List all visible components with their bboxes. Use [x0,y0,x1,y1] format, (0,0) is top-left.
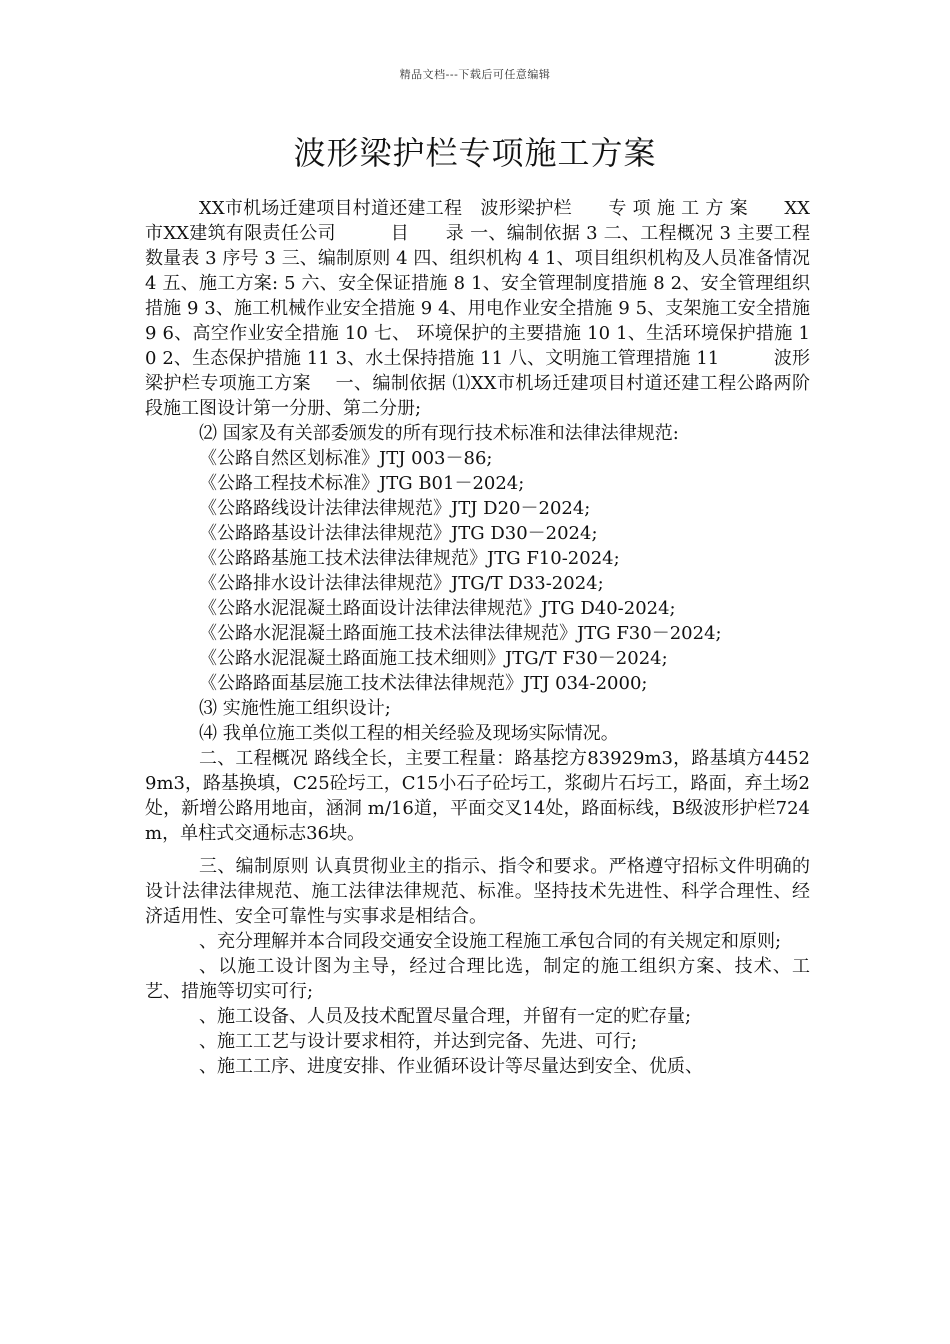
principle-item: 、施工工序、进度安排、作业循环设计等尽量达到安全、优质、 [199,1056,703,1077]
intro-paragraph: XX市机场迁建项目村道还建工程 波形梁护栏 专 项 施 工 方 案 XX市XX建筑有限责任公司 目 录 一、编制依据 3 二、工程概况 3 主要工程数量表 3 序号 3 三、编制原则 4 四、组织机构 4 1、项目组织机构及人员准备情况 4 五、施工方案: 5 六、安全保证措施 8 1、安全管理制度措施 8 2、安全管理组织措施 9 3、施工机械作业安全措施 9 4、用电作业安全措施 9 5、支架施工安全措施 9 6、高空作业安全措施 10 七、 环境保护的主要措施 10 1、生活环境保护措施 10 2、生态保护措施 11 3、水土保持措施 11 八、文明施工管理措施 11 波形梁护栏专项施工方案 一、编制依据 ⑴XX市机场迁建项目村道还建工程公路两阶段施工图设计第一分册、第二分册; [145,198,810,419]
project-overview: 二、工程概况 路线全长，主要工程量：路基挖方83929m3，路基填方44529m3，路基换填，C25砼圬工，C15小石子砼圬工，浆砌片石圬工，路面，弃土场2处，新增公路用地亩，涵洞 m/16道，平面交叉14处，路面标线，B级波形护栏724m，单柱式交通标志36块。 [145,748,810,844]
standard-ref: 《公路路面基层施工技术法律法律规范》JTJ 034-2000; [199,673,648,694]
standard-ref: 《公路工程技术标准》JTG B01－2024; [199,473,525,494]
standard-ref: 《公路路基施工技术法律法律规范》JTG F10-2024; [199,548,620,569]
standard-ref: 《公路路基设计法律法律规范》JTG D30－2024; [199,523,598,544]
principle-item: 、以施工设计图为主导，经过合理比选，制定的施工组织方案、技术、工艺、措施等切实可行; [145,956,810,1002]
standard-ref: 《公路水泥混凝土路面施工技术细则》JTG/T F30－2024; [199,648,668,669]
basis-item-2: ⑵ 国家及有关部委颁发的所有现行技术标准和法律法律规范: [199,423,679,444]
standard-ref: 《公路水泥混凝土路面设计法律法律规范》JTG D40-2024; [199,598,676,619]
basis-item-4: ⑷ 我单位施工类似工程的相关经验及现场实际情况。 [199,723,619,744]
document-body [145,196,810,1079]
principle-item: 、施工工艺与设计要求相符，并达到完备、先进、可行; [199,1031,638,1052]
standard-ref: 《公路排水设计法律法律规范》JTG/T D33-2024; [199,573,604,594]
standard-ref: 《公路自然区划标准》JTJ 003－86; [199,448,493,469]
basis-item-3: ⑶ 实施性施工组织设计; [199,698,391,719]
standard-ref: 《公路路线设计法律法律规范》JTJ D20－2024; [199,498,591,519]
page-header-note: 精品文档---下载后可任意编辑 [399,68,551,81]
compilation-principles: 三、编制原则 认真贯彻业主的指示、指令和要求。严格遵守招标文件明确的设计法律法律规范、施工法律法律规范、标准。坚持技术先进性、科学合理性、经济适用性、安全可靠性与实事求是相结合。 [145,856,810,927]
document-title: 波形梁护栏专项施工方案 [293,134,657,172]
principle-item: 、施工设备、人员及技术配置尽量合理，并留有一定的贮存量; [199,1006,692,1027]
principle-item: 、充分理解并本合同段交通安全设施工程施工承包合同的有关规定和原则; [199,931,782,952]
standard-ref-long: 《公路水泥混凝土路面施工技术法律法律规范》JTG F30－2024; [199,623,722,644]
